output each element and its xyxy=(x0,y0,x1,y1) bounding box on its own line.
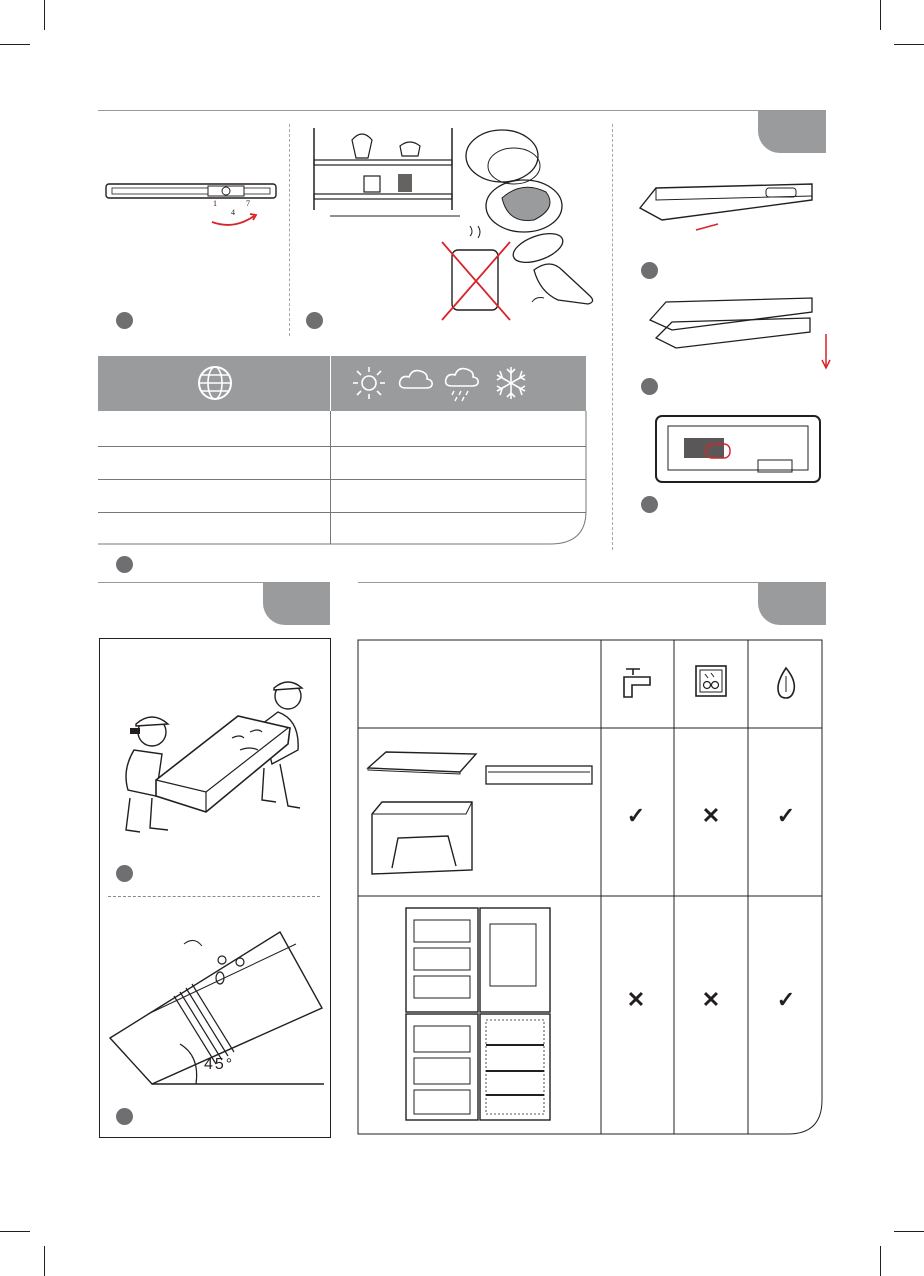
dial-number-7: 7 xyxy=(246,199,250,208)
climate-table-border xyxy=(98,411,588,545)
accessories-detergent-mark: ✓ xyxy=(776,803,796,828)
thermostat-bar-illustration xyxy=(104,178,279,238)
light-cover-removal-illustration xyxy=(646,294,836,372)
globe-icon xyxy=(197,365,233,401)
step-marker xyxy=(641,262,658,279)
food-plates-illustration xyxy=(462,128,582,238)
crop-mark xyxy=(44,1246,45,1276)
accessories-dishwasher-mark: ✕ xyxy=(701,803,721,828)
appliance-water-mark: ✕ xyxy=(626,987,646,1012)
glass-shelf-illustration xyxy=(366,750,478,776)
detergent-icon xyxy=(774,666,798,700)
step-marker xyxy=(116,865,133,882)
section-cleaning-rule xyxy=(358,582,826,583)
sun-icon xyxy=(352,366,386,400)
panel-divider xyxy=(289,124,290,336)
snowflake-icon xyxy=(494,366,528,400)
moving-divider xyxy=(108,896,320,897)
crop-mark xyxy=(880,1246,881,1276)
dial-number-4: 4 xyxy=(231,208,235,217)
fridge-shelves-illustration xyxy=(310,128,460,218)
tap-icon xyxy=(620,665,654,701)
two-people-carrying-illustration xyxy=(112,680,322,845)
crop-mark xyxy=(894,44,924,45)
step-marker xyxy=(116,312,133,329)
section-tab-moving xyxy=(263,583,330,625)
step-marker xyxy=(641,496,658,513)
crop-mark xyxy=(0,44,30,45)
step-marker xyxy=(306,312,323,329)
crisper-drawer-illustration xyxy=(368,800,474,876)
tilt-angle-label: 45° xyxy=(204,1056,235,1073)
step-marker xyxy=(116,1108,133,1125)
crop-mark xyxy=(894,1231,924,1232)
accessories-water-mark: ✓ xyxy=(626,803,646,828)
crop-mark xyxy=(44,0,45,30)
dial-number-1: 1 xyxy=(213,199,217,208)
crop-mark xyxy=(880,0,881,30)
open-fridge-illustration xyxy=(404,906,552,1124)
crop-mark xyxy=(0,1231,30,1232)
climate-header-divider xyxy=(330,356,331,411)
step-marker xyxy=(116,556,133,573)
section-tab-top-right xyxy=(758,111,826,153)
light-bulb-illustration xyxy=(654,414,822,484)
appliance-detergent-mark: ✓ xyxy=(776,987,796,1012)
rain-icon xyxy=(444,366,480,402)
dishwasher-icon xyxy=(695,665,727,699)
door-balcony-illustration xyxy=(484,764,596,788)
section-top-rule xyxy=(98,110,826,111)
light-cover-illustration xyxy=(636,178,816,238)
section-tab-cleaning xyxy=(758,583,826,625)
no-hot-food-warning xyxy=(440,230,600,325)
panel-divider xyxy=(612,124,613,550)
step-marker xyxy=(641,378,658,395)
cloud-icon xyxy=(398,368,434,392)
appliance-dishwasher-mark: ✕ xyxy=(701,987,721,1012)
